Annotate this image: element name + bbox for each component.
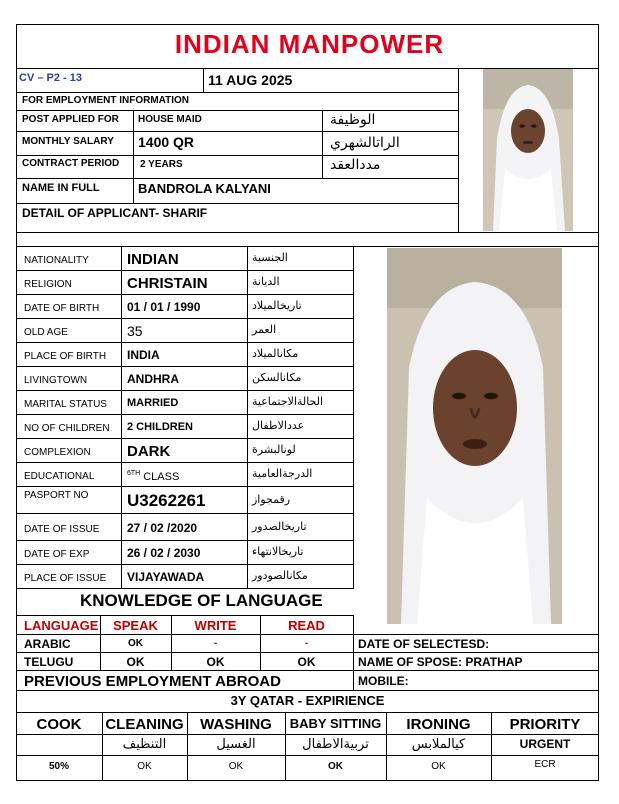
employment-section-label: FOR EMPLOYMENT INFORMATION bbox=[22, 95, 190, 106]
contract-label: CONTRACT PERIOD bbox=[22, 158, 120, 169]
detail-arabic: مكانالسكن bbox=[252, 371, 302, 384]
detail-value bbox=[127, 470, 179, 483]
mobile-label: MOBILE: bbox=[358, 674, 409, 688]
detail-value: ANDHRA bbox=[127, 372, 179, 386]
detail-arabic: تاريخالصدور bbox=[252, 520, 307, 533]
details-col1-border bbox=[121, 246, 122, 588]
detail-arabic: الدرجةالعامية bbox=[252, 467, 313, 480]
skill-arabic-baby-sitting: تربيةالاطفال bbox=[302, 737, 369, 752]
skill-header-cook: COOK bbox=[36, 716, 82, 733]
salary-arabic: الراتالشهري bbox=[330, 135, 400, 151]
applicant-photo-large bbox=[387, 248, 562, 624]
applicant-photo-small bbox=[483, 69, 573, 231]
post-label: POST APPLIED FOR bbox=[22, 114, 119, 125]
detail-value: 01 / 01 / 1990 bbox=[127, 300, 201, 314]
date-selected-label: DATE OF SELECTESD: bbox=[358, 637, 490, 651]
skill-header-priority: PRIORITY bbox=[509, 716, 581, 733]
lang-header-language: LANGUAGE bbox=[24, 618, 99, 633]
skill-arabic-ironing: كيالملابس bbox=[411, 737, 466, 752]
detail-value: CHRISTAIN bbox=[127, 275, 208, 292]
detail-arabic: رقمجواز bbox=[252, 493, 291, 506]
skill-value-priority: ECR bbox=[534, 759, 556, 770]
applicant-photo-icon bbox=[483, 69, 573, 231]
skill-value-cleaning: OK bbox=[137, 761, 152, 772]
skill-value-baby-sitting: OK bbox=[328, 761, 343, 772]
skill-arabic-cleaning: التنظيف bbox=[122, 737, 167, 752]
skill-header-baby-sitting: BABY SITTING bbox=[289, 716, 382, 731]
skill-header-washing: WASHING bbox=[200, 716, 272, 733]
detail-arabic: عددالاطفال bbox=[252, 419, 305, 432]
detail-arabic: مكانالميلاد bbox=[252, 347, 299, 360]
name-label: NAME IN FULL bbox=[22, 182, 100, 194]
skill-header-cleaning: CLEANING bbox=[105, 716, 184, 733]
lang-header-read: READ bbox=[288, 618, 325, 633]
detail-arabic: الجنسية bbox=[252, 251, 288, 264]
detail-of-applicant: DETAIL OF APPLICANT- SHARIF bbox=[22, 206, 208, 220]
detail-arabic: العمر bbox=[252, 323, 277, 336]
lang-row-read: - bbox=[304, 638, 309, 649]
detail-label: RELIGION bbox=[24, 279, 72, 290]
detail-label: PLACE OF BIRTH bbox=[24, 351, 107, 362]
detail-value: U3262261 bbox=[127, 491, 206, 510]
detail-label: OLD AGE bbox=[24, 327, 68, 338]
salary-label: MONTHLY SALARY bbox=[22, 136, 114, 147]
detail-value: MARRIED bbox=[127, 397, 179, 409]
language-heading: KNOWLEDGE OF LANGUAGE bbox=[80, 591, 323, 610]
detail-arabic: مكانالصودور bbox=[252, 569, 308, 582]
cv-date: 11 AUG 2025 bbox=[208, 72, 293, 88]
lang-row-name: TELUGU bbox=[24, 655, 74, 669]
detail-label: DATE OF BIRTH bbox=[24, 303, 100, 314]
detail-label: LIVINGTOWN bbox=[24, 375, 88, 386]
detail-value: INDIAN bbox=[127, 251, 179, 268]
skill-value-cook: 50% bbox=[48, 761, 69, 772]
detail-value: INDIA bbox=[127, 348, 160, 362]
previous-experience: 3Y QATAR - EXPIRIENCE bbox=[230, 693, 385, 708]
detail-label: EDUCATIONAL bbox=[24, 471, 95, 482]
detail-arabic: الحالةالاجتماعية bbox=[252, 395, 324, 408]
previous-employment-heading: PREVIOUS EMPLOYMENT ABROAD bbox=[24, 673, 281, 690]
salary-value: 1400 QR bbox=[138, 134, 195, 150]
detail-label: DATE OF ISSUE bbox=[24, 524, 100, 535]
lang-header-speak: SPEAK bbox=[113, 618, 158, 633]
lang-row-write: OK bbox=[206, 655, 225, 669]
detail-value: 27 / 02 /2020 bbox=[127, 521, 198, 535]
detail-label: PLACE OF ISSUE bbox=[24, 573, 107, 584]
lang-row-read: OK bbox=[297, 655, 316, 669]
lang-row-speak: OK bbox=[128, 638, 143, 649]
detail-value-sup: 6TH bbox=[127, 470, 141, 477]
detail-value: 2 CHILDREN bbox=[127, 421, 194, 433]
detail-value: 35 bbox=[127, 323, 143, 339]
priority-value: URGENT bbox=[519, 737, 571, 751]
contract-value: 2 YEARS bbox=[140, 159, 183, 170]
detail-value-main: CLASS bbox=[143, 470, 180, 483]
skill-value-ironing: OK bbox=[431, 761, 446, 772]
skill-arabic-washing: الغسيل bbox=[216, 737, 256, 752]
detail-label: MARITAL STATUS bbox=[24, 399, 107, 410]
applicant-photo-large-icon bbox=[387, 248, 562, 624]
post-arabic: الوظيفة bbox=[330, 112, 376, 128]
skill-value-washing: OK bbox=[228, 761, 244, 772]
detail-value: VIJAYAWADA bbox=[127, 570, 205, 584]
detail-arabic: تاريخالميلاد bbox=[252, 299, 302, 312]
detail-arabic: تاريخالانتهاء bbox=[252, 545, 304, 558]
name-value: BANDROLA KALYANI bbox=[138, 181, 271, 196]
detail-label: PASPORT NO bbox=[24, 490, 89, 501]
page-title: INDIAN MANPOWER bbox=[174, 29, 445, 59]
cv-code: CV – P2 - 13 bbox=[19, 72, 82, 84]
detail-label: COMPLEXION bbox=[24, 447, 91, 458]
detail-arabic: لونالبشرة bbox=[252, 443, 296, 456]
skill-header-ironing: IRONING bbox=[406, 716, 471, 733]
detail-value: DARK bbox=[127, 443, 171, 460]
lang-row-speak: OK bbox=[126, 655, 145, 669]
detail-label: NATIONALITY bbox=[24, 255, 89, 266]
spouse-name: NAME OF SPOSE: PRATHAP bbox=[358, 655, 523, 669]
detail-arabic: الديانة bbox=[252, 275, 280, 288]
contract-arabic: مددالعقد bbox=[330, 157, 381, 173]
detail-label: NO OF CHILDREN bbox=[24, 423, 110, 434]
lang-row-write: - bbox=[213, 638, 218, 649]
post-value: HOUSE MAID bbox=[138, 114, 202, 125]
detail-label: DATE OF EXP bbox=[24, 549, 90, 560]
lang-header-write: WRITE bbox=[194, 618, 237, 633]
detail-value: 26 / 02 / 2030 bbox=[127, 546, 201, 560]
lang-row-name: ARABIC bbox=[24, 637, 71, 651]
